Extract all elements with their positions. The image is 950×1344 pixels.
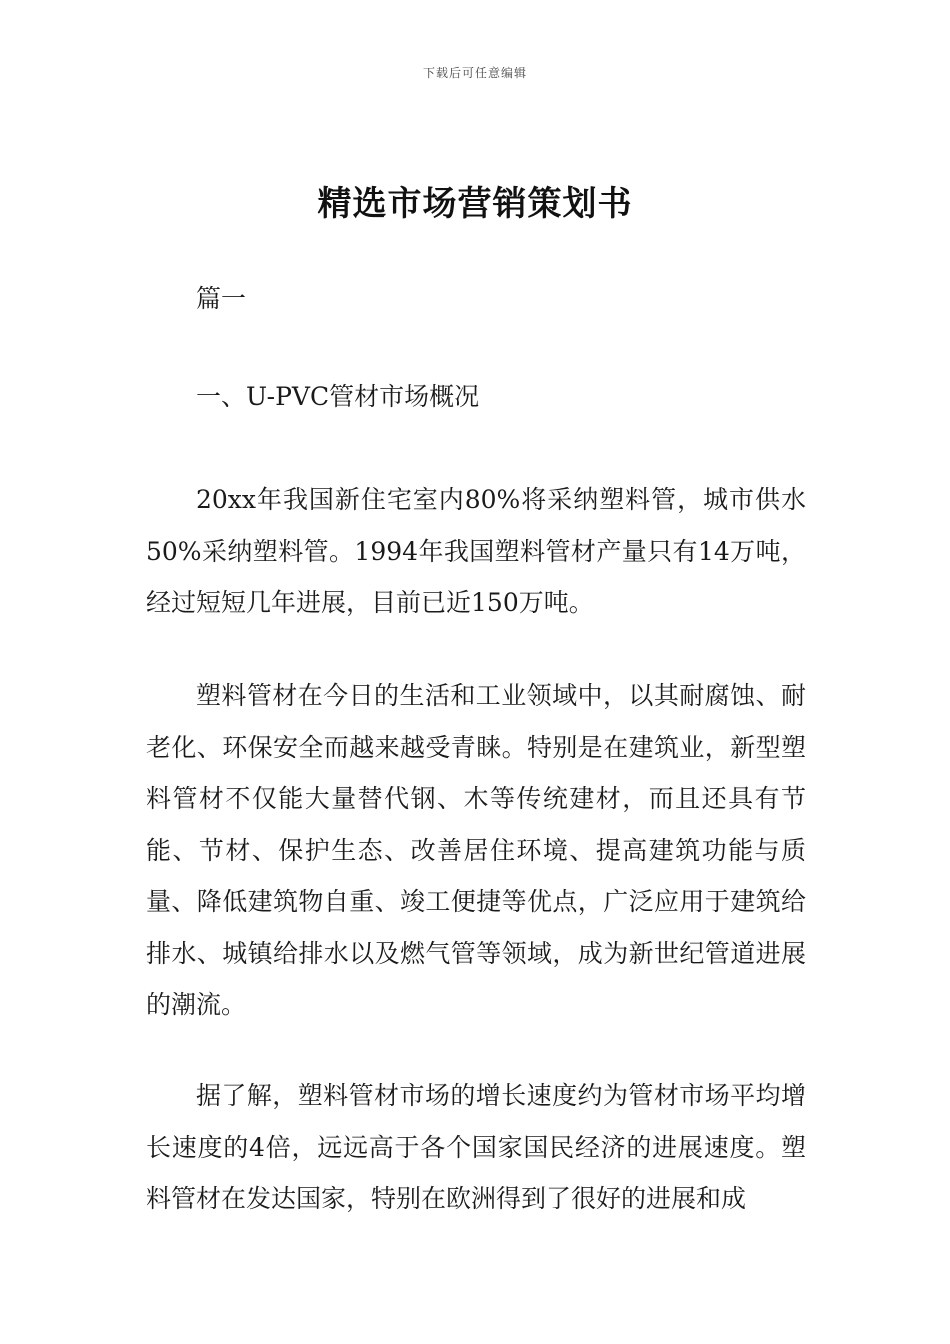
document-title: 精选市场营销策划书: [317, 184, 633, 224]
paragraph-1: 20xx年我国新住宅室内80%将采纳塑料管，城市供水50%采纳塑料管。1994年我国塑料管材产量只有14万吨，经过短短几年进展，目前已近150万吨。: [146, 485, 806, 617]
paragraph-3: 据了解，塑料管材市场的增长速度约为管材市场平均增长速度的4倍，远远高于各个国家国民经济的进展速度。塑料管材在发达国家，特别在欧洲得到了很好的进展和成: [146, 1081, 806, 1213]
piece-label: 篇一: [196, 284, 247, 313]
paragraph-2: 塑料管材在今日的生活和工业领域中，以其耐腐蚀、耐老化、环保安全而越来越受青睐。特别是在建筑业，新型塑料管材不仅能大量替代钢、木等传统建材，而且还具有节能、节材、保护生态、改善居住环境、提高建筑功能与质量、降低建筑物自重、竣工便捷等优点，广泛应用于建筑给排水、城镇给排水以及燃气管等领域，成为新世纪管道进展的潮流。: [146, 681, 806, 1019]
header-note: 下载后可任意编辑: [422, 66, 527, 80]
section-heading: 一、U-PVC管材市场概况: [196, 382, 480, 411]
